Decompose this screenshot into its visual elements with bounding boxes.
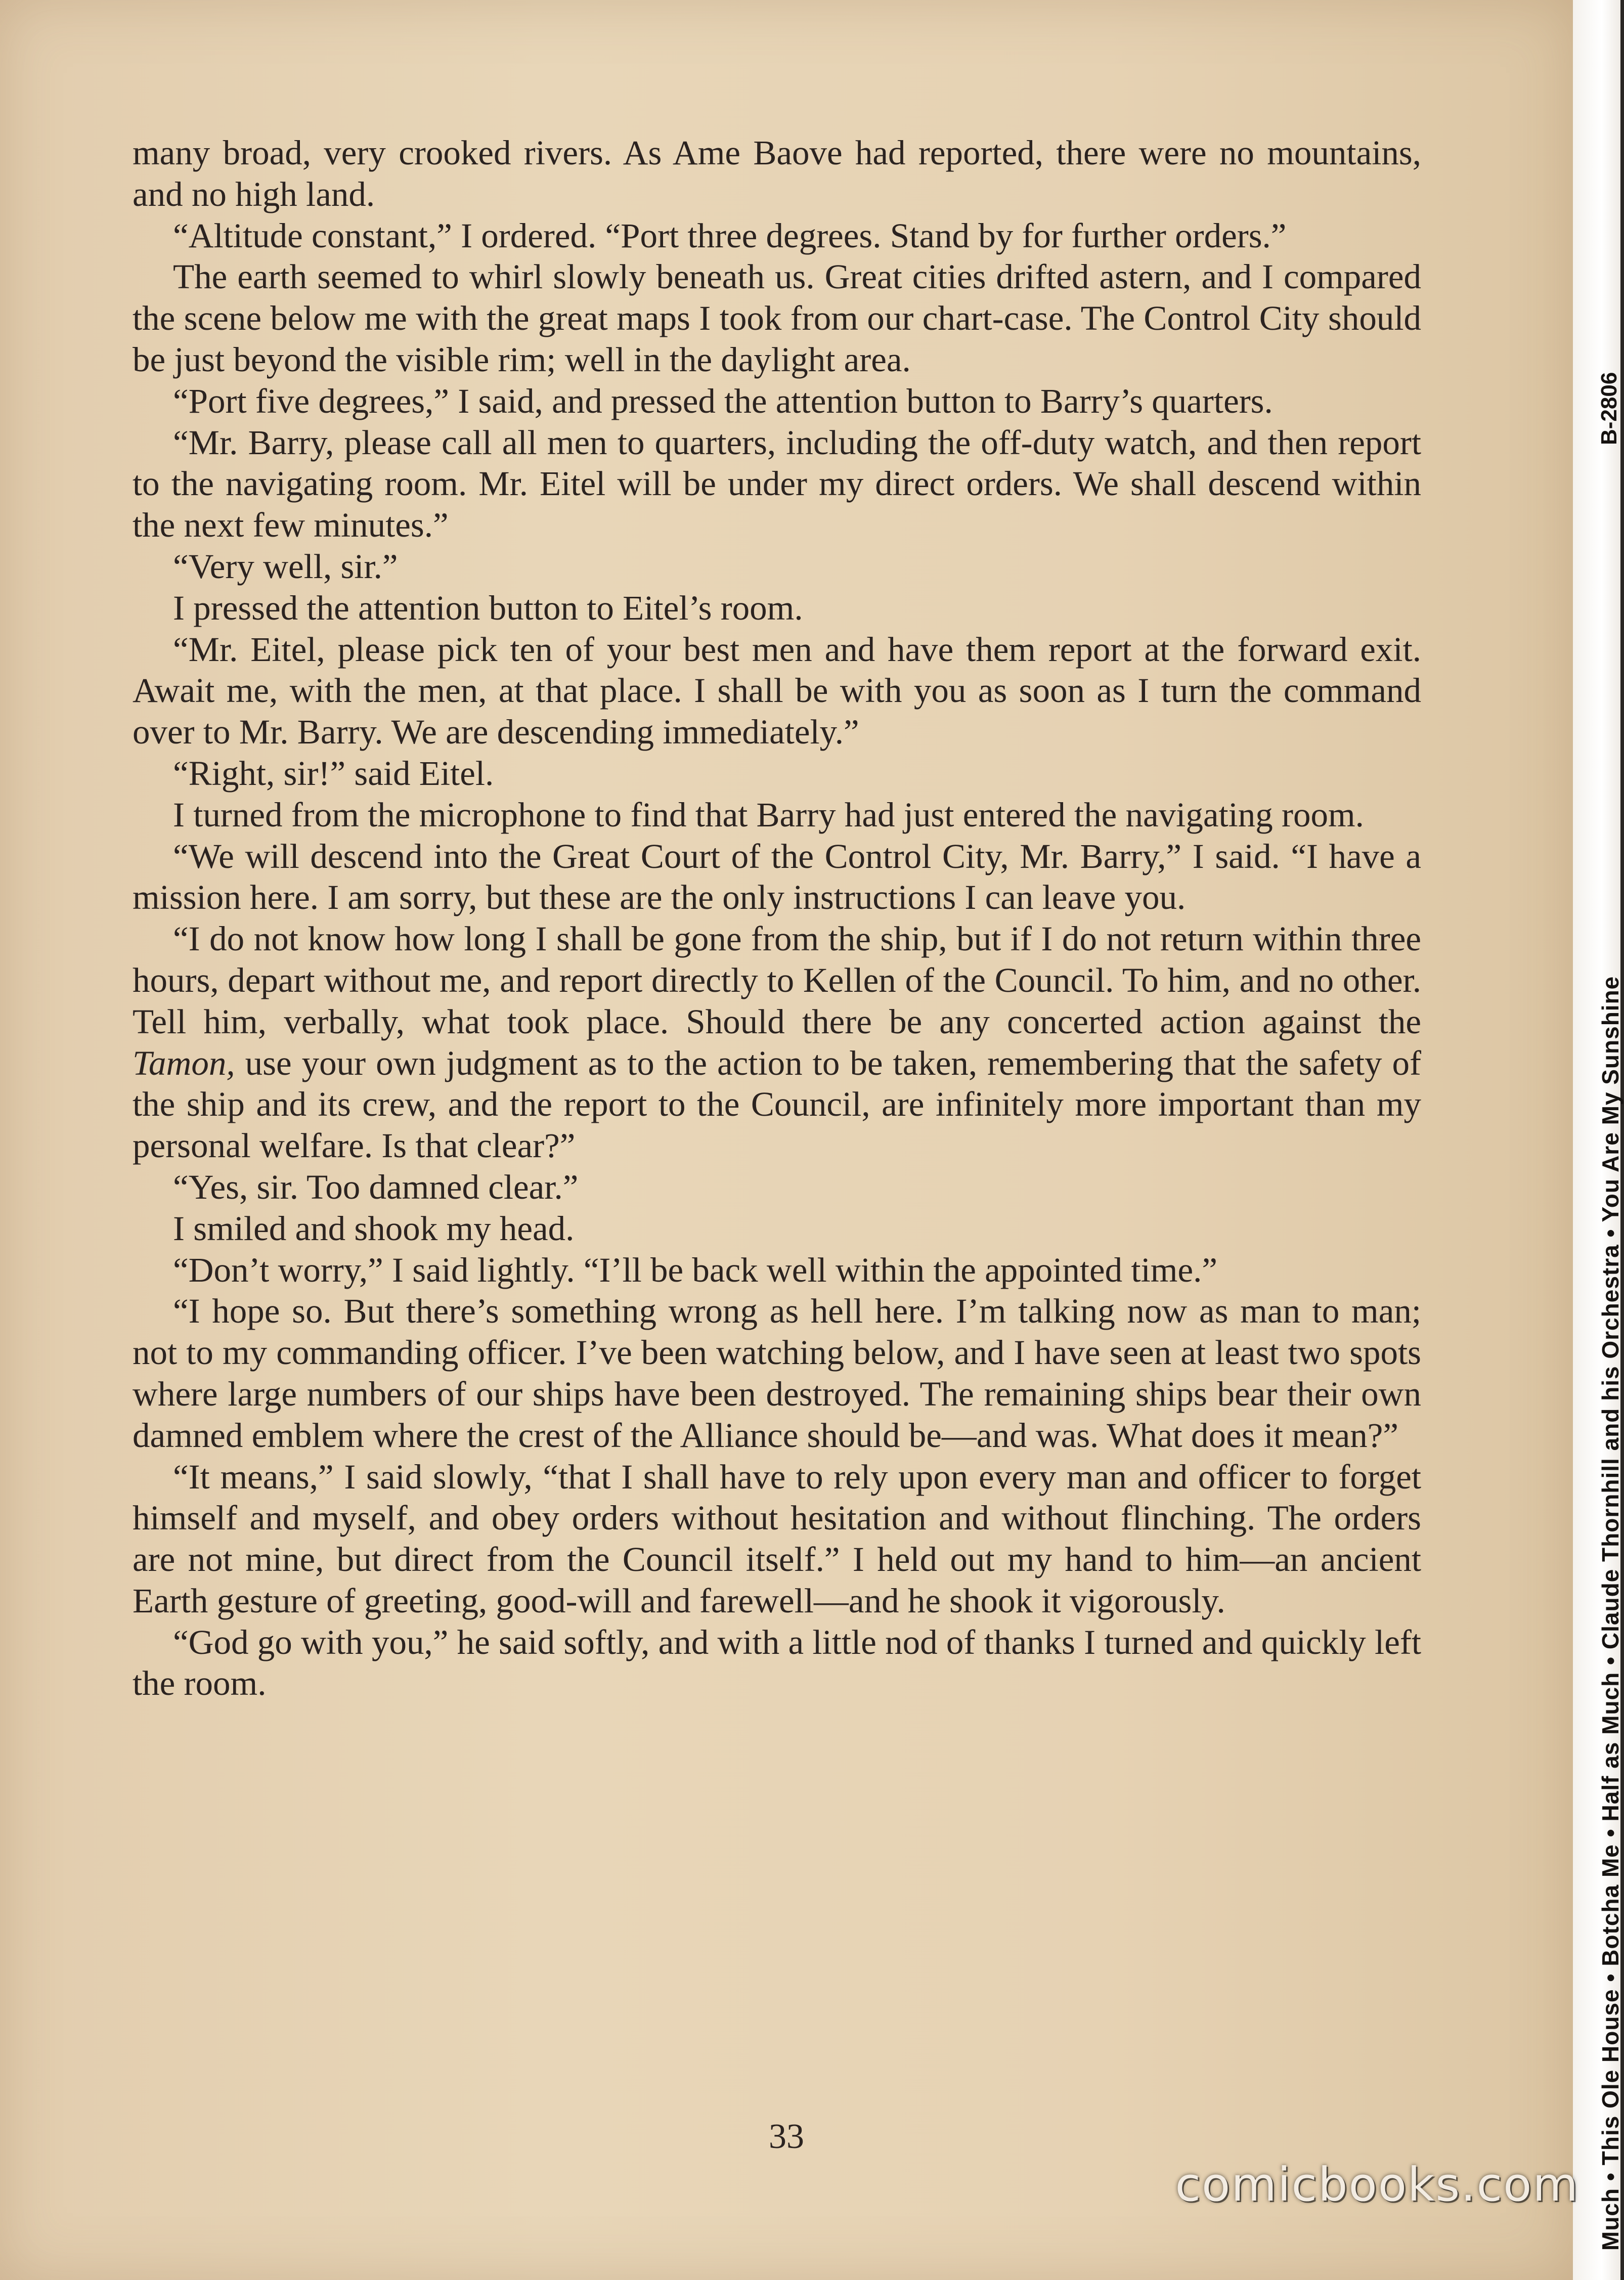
paragraph-12-end: use your own judgment as to the action to be taken, remembering that the safety of the ship and its crew, and the report to the Council, are infinitely more important than my personal welfare. Is that clear?” xyxy=(133,1043,1421,1165)
record-sleeve-spine xyxy=(1573,0,1623,2280)
paragraph-10: I turned from the microphone to find that Barry had just entered the navigating room. xyxy=(173,795,1364,834)
paragraph-8: “Mr. Eitel, please pick ten of your best men and have them report at the forward exit. Await me, with the men, at that place. I shall be with you as soon as I turn the command over to Mr. Barry. We are descending immediately.” xyxy=(133,630,1421,752)
paragraph-14: I smiled and shook my head. xyxy=(173,1209,575,1248)
paragraph-16: “I hope so. But there’s something wrong as hell here. I’m talking now as man to man; not to my commanding officer. I’ve been watching below, and I have seen at least two spots where large numbers of our ships have been destroyed. The remaining ships bear their own damned emblem where the crest of the Alliance should be—and was. What does it mean?” xyxy=(133,1292,1421,1455)
watermark: comicbooks.com xyxy=(1175,2158,1579,2212)
paragraph-3: The earth seemed to whirl slowly beneath us. Great cities drifted astern, and I compared the scene below me with the great maps I took from our chart-case. The Control City should be just beyond the visible rim; well in the daylight area. xyxy=(133,257,1421,379)
paragraph-6: “Very well, sir.” xyxy=(173,547,398,586)
paragraph-17: “It means,” I said slowly, “that I shall have to rely upon every man and officer to forget himself and myself, and obey orders without hesitation and without flinching. The orders are not mine, but direct from the Council itself.” I held out my hand to him—an ancient Earth gesture of greeting, good-will and farewell—and he shook it vigorously. xyxy=(133,1457,1421,1620)
paragraph-12 xyxy=(133,918,1421,1167)
paragraph-2: “Altitude constant,” I ordered. “Port three degrees. Stand by for further orders.” xyxy=(173,216,1287,255)
story-text xyxy=(133,133,1421,1704)
paragraph-11: “We will descend into the Great Court of the Control City, Mr. Barry,” I said. “I have a mission here. I am sorry, but these are the only instructions I can leave you. xyxy=(133,837,1421,917)
paragraph-5: “Mr. Barry, please call all men to quarters, including the off-duty watch, and then report to the navigating room. Mr. Eitel will be under my direct orders. We shall descend within the next few minutes.” xyxy=(133,423,1421,545)
paragraph-4: “Port five degrees,” I said, and pressed the attention button to Barry’s quarters. xyxy=(173,381,1273,420)
paragraph-18: “God go with you,” he said softly, and with a little nod of thanks I turned and quickly left the room. xyxy=(133,1623,1421,1703)
paragraph-12-start: “I do not know how long I shall be gone from the ship, but if I do not return within three hours, depart without me, and report directly to Kellen of the Council. To him, and no other. Tell him, verbally, what took place. Should there be any concerted action against the xyxy=(133,919,1421,1041)
spine-catalog-code: B-2806 xyxy=(1597,372,1621,445)
spine-text: Much • This Ole House • Botcha Me • Half as Much • Claude Thornhill and his Orchestra • You Are My Sunshine xyxy=(1597,976,1623,2251)
page-number: 33 xyxy=(769,2117,804,2156)
paragraph-9: “Right, sir!” said Eitel. xyxy=(173,754,494,793)
paragraph-13: “Yes, sir. Too damned clear.” xyxy=(173,1167,579,1206)
ship-name: Tamon, xyxy=(133,1043,235,1082)
paragraph-7: I pressed the attention button to Eitel’s room. xyxy=(173,588,803,627)
paragraph-1: many broad, very crooked rivers. As Ame Baove had reported, there were no mountains, and no high land. xyxy=(133,134,1421,213)
paragraph-15: “Don’t worry,” I said lightly. “I’ll be back well within the appointed time.” xyxy=(173,1250,1217,1289)
